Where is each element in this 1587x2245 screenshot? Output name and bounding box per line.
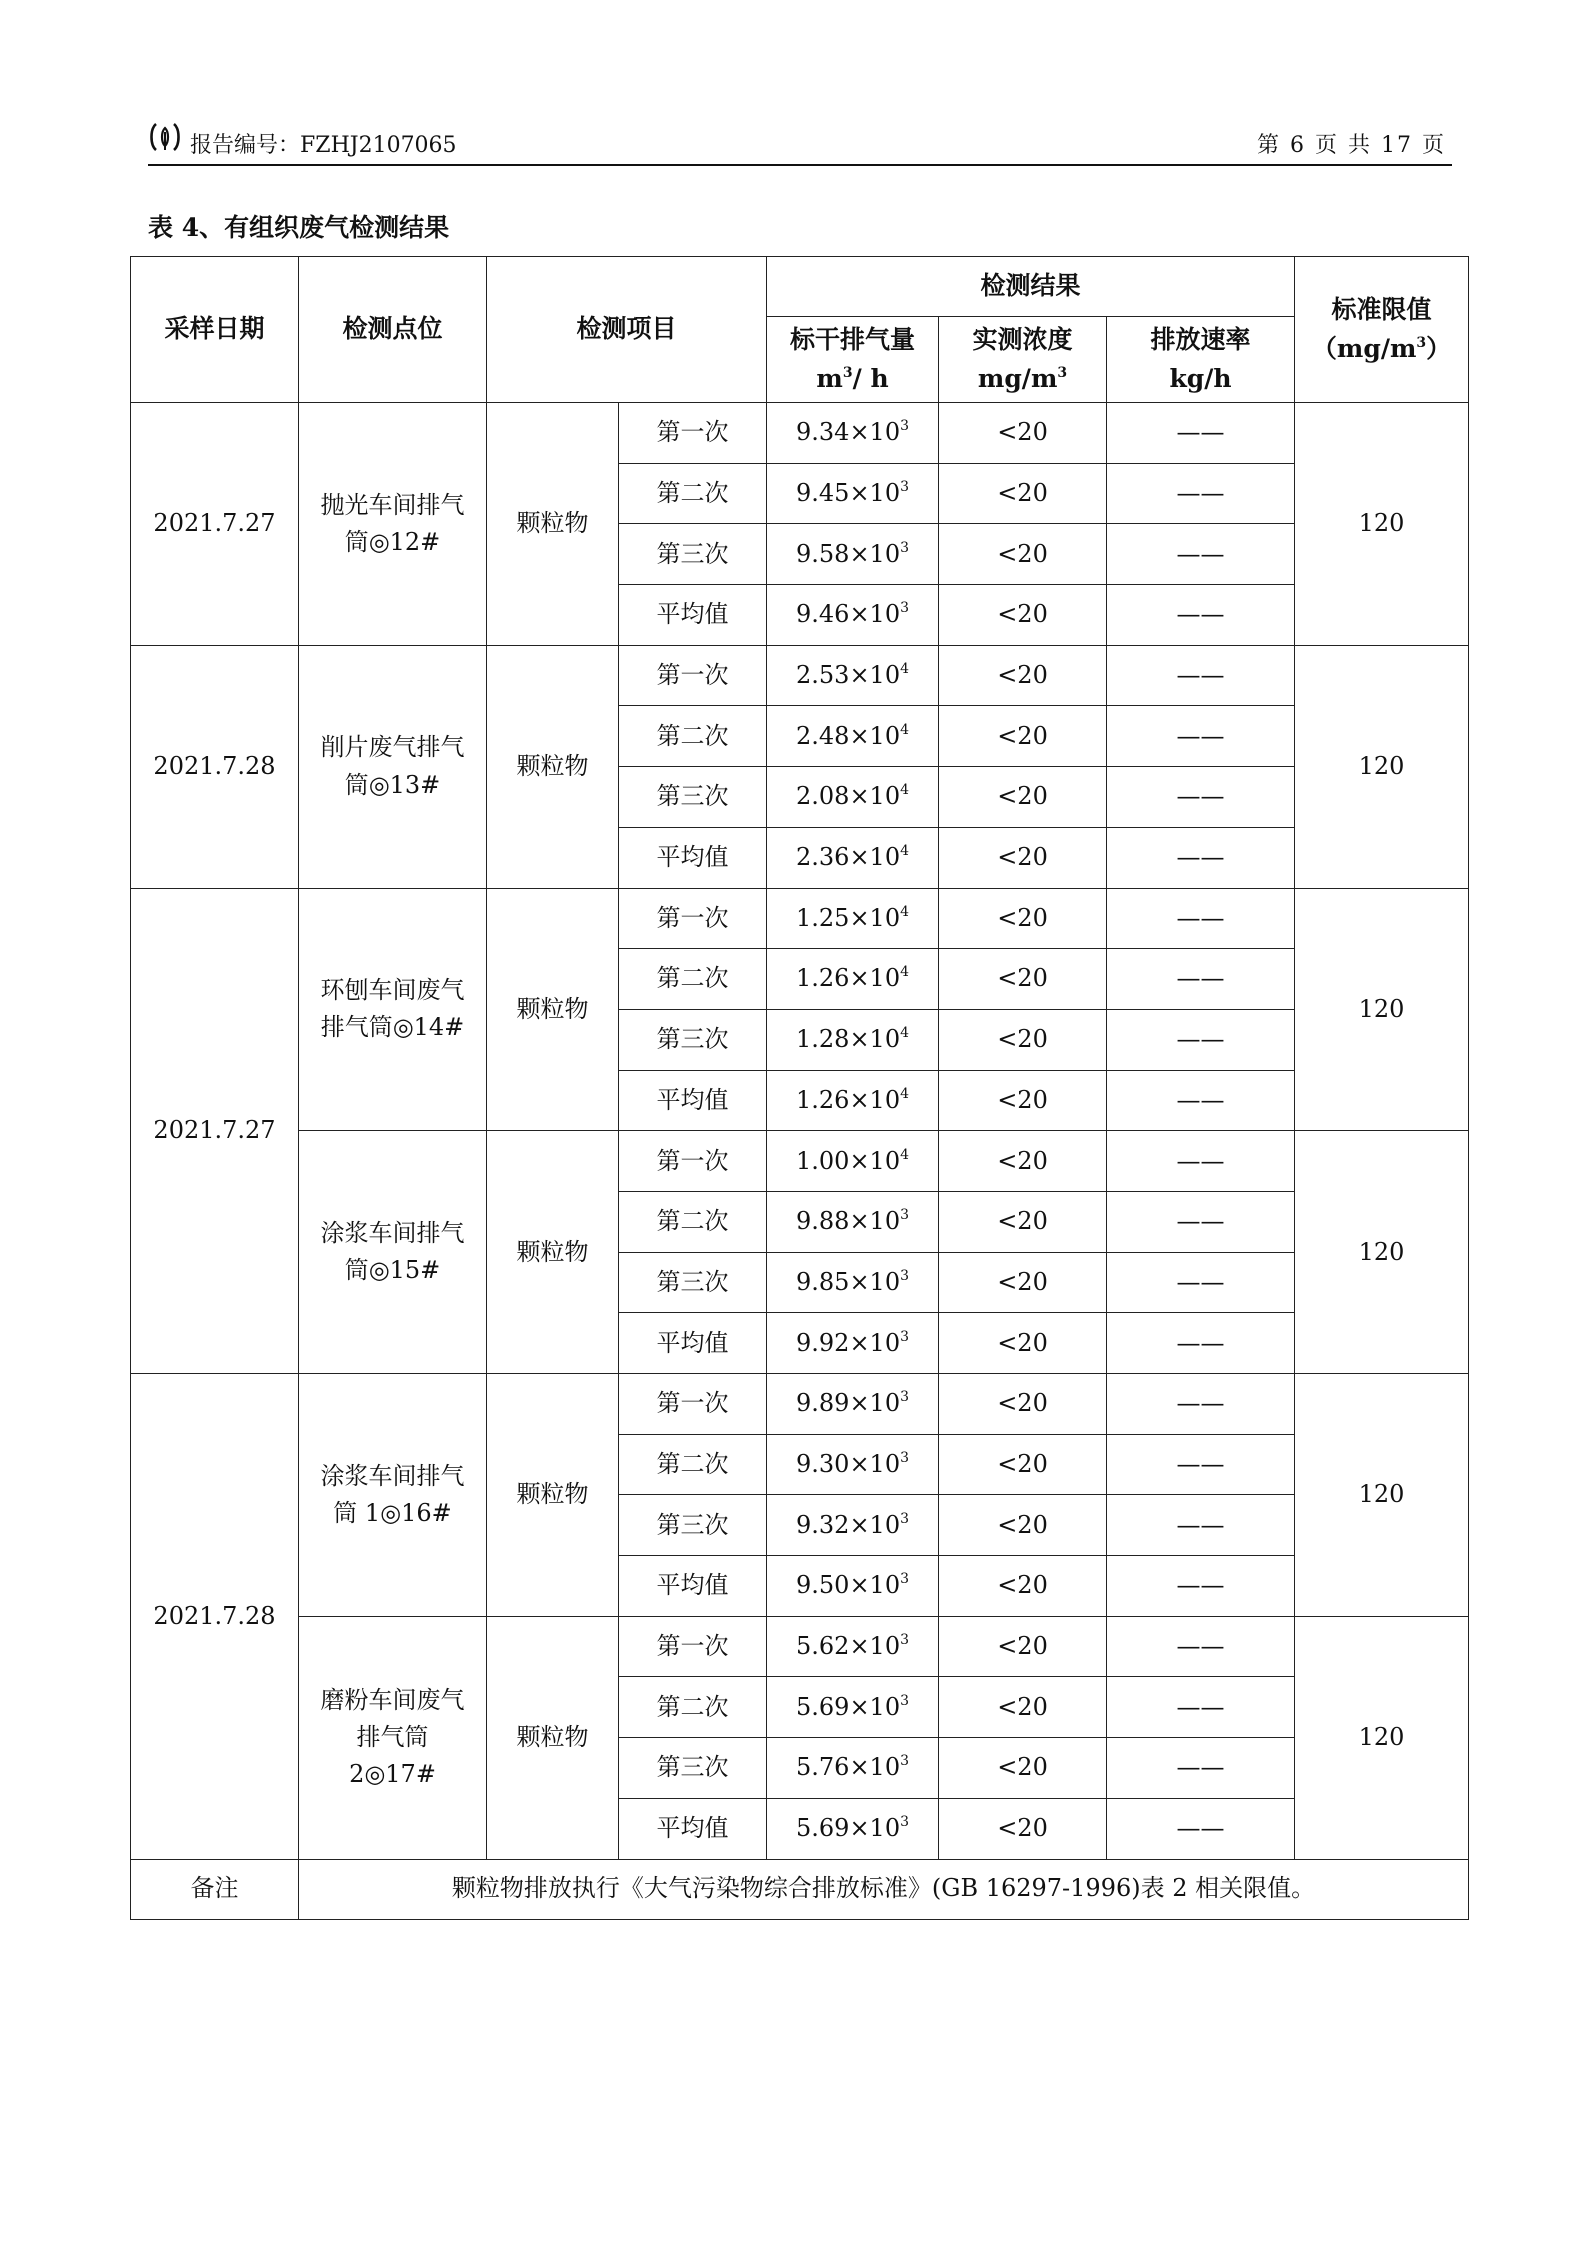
table-row <box>131 1374 1469 1435</box>
concentration-cell: <20 <box>939 1738 1107 1799</box>
flow-value-cell: $9.45\times 10^3$ <box>767 463 939 524</box>
standard-limit-cell: 120 <box>1295 403 1469 646</box>
flow-value-cell: $1.00\times 10^4$ <box>767 1131 939 1192</box>
flow-value-cell: $9.30\times 10^3$ <box>767 1434 939 1495</box>
flow-value-cell: $9.34\times 10^3$ <box>767 403 939 464</box>
sample-label-cell: 第二次 <box>619 949 767 1010</box>
emission-rate-cell: —— <box>1107 706 1295 767</box>
table-row <box>131 888 1469 949</box>
concentration-cell: <20 <box>939 1495 1107 1556</box>
emission-rate-cell: —— <box>1107 1556 1295 1617</box>
flow-value-cell: $9.32\times 10^3$ <box>767 1495 939 1556</box>
sample-label-cell: 第二次 <box>619 1434 767 1495</box>
monitoring-point-cell: 削片废气排气筒◎13# <box>299 645 487 888</box>
concentration-cell: <20 <box>939 1252 1107 1313</box>
flow-value-cell: $9.88\times 10^3$ <box>767 1191 939 1252</box>
emission-rate-cell: —— <box>1107 524 1295 585</box>
emission-rate-cell: —— <box>1107 827 1295 888</box>
flow-value-cell: $5.62\times 10^3$ <box>767 1616 939 1677</box>
table-row <box>131 1131 1469 1192</box>
sample-label-cell: 第三次 <box>619 1252 767 1313</box>
sample-label-cell: 第三次 <box>619 767 767 828</box>
concentration-cell: <20 <box>939 1434 1107 1495</box>
sample-label-cell: 第二次 <box>619 463 767 524</box>
concentration-cell: <20 <box>939 1616 1107 1677</box>
header-row-1 <box>131 257 1469 317</box>
concentration-cell: <20 <box>939 1131 1107 1192</box>
sample-label-cell: 第一次 <box>619 1131 767 1192</box>
sample-label-cell: 平均值 <box>619 1070 767 1131</box>
flow-value-cell: $9.46\times 10^3$ <box>767 585 939 646</box>
col-header-limit: 标准限值 $(mg/m^3)$ <box>1295 257 1469 403</box>
flow-value-cell: $1.26\times 10^4$ <box>767 949 939 1010</box>
company-logo-icon <box>148 120 182 154</box>
table-row <box>131 645 1469 706</box>
flow-value-cell: $2.48\times 10^4$ <box>767 706 939 767</box>
note-label: 备注 <box>131 1859 299 1919</box>
standard-limit-cell: 120 <box>1295 888 1469 1131</box>
emission-rate-cell: —— <box>1107 949 1295 1010</box>
flow-value-cell: $2.36\times 10^4$ <box>767 827 939 888</box>
concentration-cell: <20 <box>939 1191 1107 1252</box>
emission-rate-cell: —— <box>1107 1070 1295 1131</box>
sample-label-cell: 平均值 <box>619 827 767 888</box>
concentration-cell: <20 <box>939 524 1107 585</box>
flow-value-cell: $2.53\times 10^4$ <box>767 645 939 706</box>
sample-label-cell: 第二次 <box>619 1191 767 1252</box>
flow-value-cell: $5.69\times 10^3$ <box>767 1798 939 1859</box>
monitoring-point-cell: 环刨车间废气排气筒◎14# <box>299 888 487 1131</box>
concentration-cell: <20 <box>939 827 1107 888</box>
flow-value-cell: $2.08\times 10^4$ <box>767 767 939 828</box>
emission-rate-cell: —— <box>1107 1191 1295 1252</box>
emission-rate-cell: —— <box>1107 1252 1295 1313</box>
emission-rate-cell: —— <box>1107 1131 1295 1192</box>
flow-value-cell: $1.25\times 10^4$ <box>767 888 939 949</box>
col-header-results: 检测结果 <box>767 257 1295 317</box>
test-item-cell: 颗粒物 <box>487 1374 619 1617</box>
sample-label-cell: 第一次 <box>619 403 767 464</box>
sample-label-cell: 平均值 <box>619 1556 767 1617</box>
flow-value-cell: $5.69\times 10^3$ <box>767 1677 939 1738</box>
flow-value-cell: $1.26\times 10^4$ <box>767 1070 939 1131</box>
col-header-date: 采样日期 <box>131 257 299 403</box>
table-row <box>131 1616 1469 1677</box>
emission-rate-cell: —— <box>1107 645 1295 706</box>
sampling-date-cell: 2021.7.27 <box>131 403 299 646</box>
monitoring-point-cell: 磨粉车间废气排气筒 2◎17# <box>299 1616 487 1859</box>
standard-limit-cell: 120 <box>1295 645 1469 888</box>
monitoring-point-cell: 涂浆车间排气筒◎15# <box>299 1131 487 1374</box>
test-item-cell: 颗粒物 <box>487 645 619 888</box>
emission-rate-cell: —— <box>1107 403 1295 464</box>
test-item-cell: 颗粒物 <box>487 403 619 646</box>
page-indicator: 第 6 页 共 17 页 <box>1257 133 1446 158</box>
sample-label-cell: 第三次 <box>619 1738 767 1799</box>
emission-rate-cell: —— <box>1107 1677 1295 1738</box>
flow-value-cell: $5.76\times 10^3$ <box>767 1738 939 1799</box>
test-item-cell: 颗粒物 <box>487 1616 619 1859</box>
note-row <box>131 1859 1469 1919</box>
col-header-flow: 标干排气量 $m^3/$ h <box>767 317 939 403</box>
flow-value-cell: $9.85\times 10^3$ <box>767 1252 939 1313</box>
concentration-cell: <20 <box>939 767 1107 828</box>
emission-rate-cell: —— <box>1107 1009 1295 1070</box>
monitoring-point-cell: 抛光车间排气筒◎12# <box>299 403 487 646</box>
test-item-cell: 颗粒物 <box>487 888 619 1131</box>
sample-label-cell: 第一次 <box>619 1616 767 1677</box>
monitoring-point-cell: 涂浆车间排气筒 1◎16# <box>299 1374 487 1617</box>
sampling-date-cell: 2021.7.28 <box>131 645 299 888</box>
emission-rate-cell: —— <box>1107 1374 1295 1435</box>
page-header <box>148 118 1452 166</box>
flow-value-cell: $9.92\times 10^3$ <box>767 1313 939 1374</box>
concentration-cell: <20 <box>939 888 1107 949</box>
note-text: 颗粒物排放执行《大气污染物综合排放标准》(GB 16297-1996)表 2 相关限值。 <box>299 1859 1469 1919</box>
flow-value-cell: $9.50\times 10^3$ <box>767 1556 939 1617</box>
emission-rate-cell: —— <box>1107 888 1295 949</box>
concentration-cell: <20 <box>939 403 1107 464</box>
concentration-cell: <20 <box>939 585 1107 646</box>
concentration-cell: <20 <box>939 1556 1107 1617</box>
sample-label-cell: 平均值 <box>619 585 767 646</box>
sample-label-cell: 第三次 <box>619 524 767 585</box>
concentration-cell: <20 <box>939 1009 1107 1070</box>
sample-label-cell: 第三次 <box>619 1009 767 1070</box>
sample-label-cell: 第三次 <box>619 1495 767 1556</box>
sample-label-cell: 平均值 <box>619 1798 767 1859</box>
sample-label-cell: 第一次 <box>619 1374 767 1435</box>
col-header-item: 检测项目 <box>487 257 767 403</box>
emission-rate-cell: —— <box>1107 1616 1295 1677</box>
emission-results-table <box>130 256 1469 1920</box>
emission-rate-cell: —— <box>1107 1313 1295 1374</box>
concentration-cell: <20 <box>939 1374 1107 1435</box>
sampling-date-cell: 2021.7.28 <box>131 1374 299 1860</box>
concentration-cell: <20 <box>939 463 1107 524</box>
emission-rate-cell: —— <box>1107 585 1295 646</box>
emission-rate-cell: —— <box>1107 1738 1295 1799</box>
concentration-cell: <20 <box>939 645 1107 706</box>
emission-rate-cell: —— <box>1107 767 1295 828</box>
sample-label-cell: 第一次 <box>619 888 767 949</box>
table-caption: 表 4、有组织废气检测结果 <box>148 213 450 242</box>
table-row <box>131 403 1469 464</box>
concentration-cell: <20 <box>939 1070 1107 1131</box>
emission-rate-cell: —— <box>1107 1495 1295 1556</box>
standard-limit-cell: 120 <box>1295 1131 1469 1374</box>
col-header-rate: 排放速率 kg/h <box>1107 317 1295 403</box>
emission-rate-cell: —— <box>1107 463 1295 524</box>
test-item-cell: 颗粒物 <box>487 1131 619 1374</box>
concentration-cell: <20 <box>939 1677 1107 1738</box>
sample-label-cell: 平均值 <box>619 1313 767 1374</box>
flow-value-cell: $1.28\times 10^4$ <box>767 1009 939 1070</box>
flow-value-cell: $9.89\times 10^3$ <box>767 1374 939 1435</box>
col-header-conc: 实测浓度 $mg/m^3$ <box>939 317 1107 403</box>
concentration-cell: <20 <box>939 706 1107 767</box>
standard-limit-cell: 120 <box>1295 1616 1469 1859</box>
sample-label-cell: 第二次 <box>619 1677 767 1738</box>
standard-limit-cell: 120 <box>1295 1374 1469 1617</box>
concentration-cell: <20 <box>939 949 1107 1010</box>
col-header-point: 检测点位 <box>299 257 487 403</box>
sample-label-cell: 第一次 <box>619 645 767 706</box>
flow-value-cell: $9.58\times 10^3$ <box>767 524 939 585</box>
concentration-cell: <20 <box>939 1313 1107 1374</box>
report-number: 报告编号：FZHJ2107065 <box>190 133 457 158</box>
sample-label-cell: 第二次 <box>619 706 767 767</box>
concentration-cell: <20 <box>939 1798 1107 1859</box>
sampling-date-cell: 2021.7.27 <box>131 888 299 1374</box>
emission-rate-cell: —— <box>1107 1434 1295 1495</box>
emission-rate-cell: —— <box>1107 1798 1295 1859</box>
